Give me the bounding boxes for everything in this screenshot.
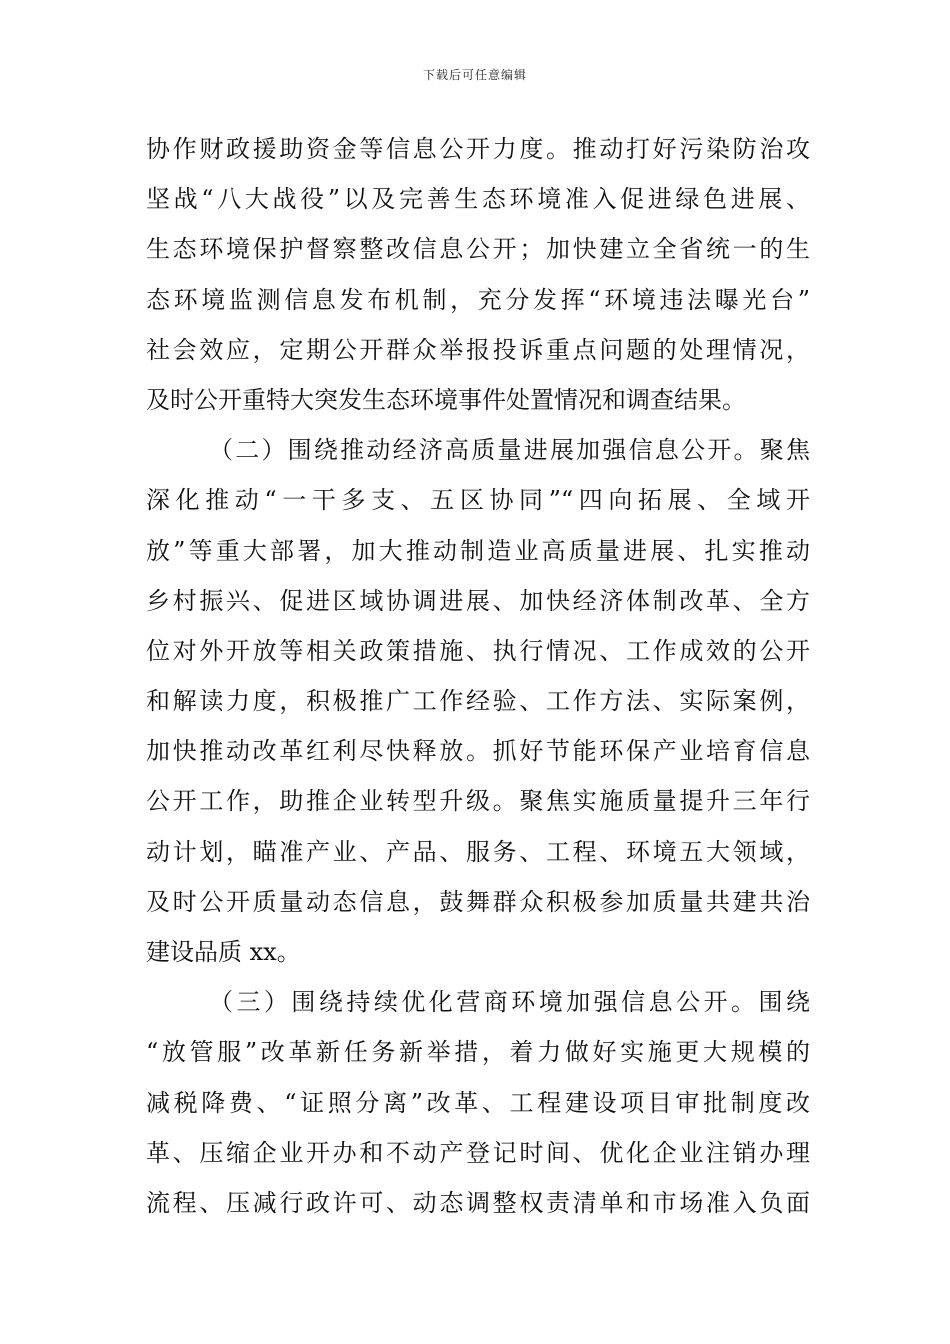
text-line: 坚战“八大战役”以及完善生态环境准入促进绿色进展、	[146, 185, 810, 214]
text-line: 及时公开重特大突发生态环境事件处置情况和调查结果。	[146, 385, 746, 414]
paragraph-first-line: （二）围绕推动经济高质量进展加强信息公开。聚焦	[209, 436, 810, 465]
paragraph-first-line: （三）围绕持续优化营商环境加强信息公开。围绕	[209, 988, 810, 1017]
text-line: 革、压缩企业开办和不动产登记时间、优化企业注销办理	[146, 1138, 810, 1167]
document-body	[146, 130, 810, 1234]
text-line: 和解读力度，积极推广工作经验、工作方法、实际案例，	[146, 687, 810, 716]
text-line: 及时公开质量动态信息，鼓舞群众积极参加质量共建共治	[146, 887, 810, 916]
text-line: “放管服”改革新任务新举措，着力做好实施更大规模的	[146, 1038, 810, 1067]
text-line: 加快推动改革红利尽快释放。抓好节能环保产业培育信息	[146, 737, 810, 766]
text-line: 位对外开放等相关政策措施、执行情况、工作成效的公开	[146, 636, 810, 665]
text-line: 公开工作，助推企业转型升级。聚焦实施质量提升三年行	[146, 787, 810, 816]
text-line: 乡村振兴、促进区域协调进展、加快经济体制改革、全方	[146, 586, 810, 615]
text-line: 动计划，瞄准产业、产品、服务、工程、环境五大领域，	[146, 837, 810, 866]
text-line: 建设品质 xx。	[146, 938, 301, 966]
text-line: 态环境监测信息发布机制，充分发挥“环境违法曝光台”	[146, 285, 810, 314]
text-line: 社会效应，定期公开群众举报投诉重点问题的处理情况，	[146, 335, 810, 364]
text-line: 深化推动“一干多支、五区协同”“四向拓展、全域开	[146, 486, 810, 515]
text-line: 协作财政援助资金等信息公开力度。推动打好污染防治攻	[146, 135, 810, 163]
page-header: 下载后可任意编辑	[422, 68, 527, 82]
text-line: 放”等重大部署，加大推动制造业高质量进展、扎实推动	[146, 536, 810, 565]
text-line: 减税降费、“证照分离”改革、工程建设项目审批制度改	[146, 1088, 810, 1117]
text-line: 流程、压减行政许可、动态调整权责清单和市场准入负面	[146, 1188, 810, 1217]
text-line: 生态环境保护督察整改信息公开；加快建立全省统一的生	[146, 235, 810, 264]
